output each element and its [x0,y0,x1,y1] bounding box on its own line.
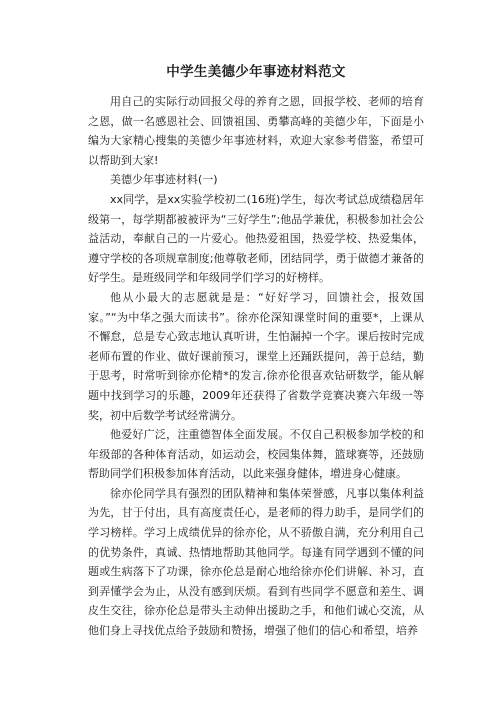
paragraph-intro: 用自己的实际行动回报父母的养育之恩，回报学校、老师的培育之恩，做一名感恩社会、回馈祖国、勇攀高峰的美德少年，下面是小编为大家精心搜集的美德少年事迹材料，欢迎大家参考借鉴，希望可以帮助到大家! [88,95,424,167]
paragraph-hobbies: 他爱好广泛，注重德智体全面发展。不仅自己积极参加学校的和年级部的各种体育活动，如运动会，校园集体舞，篮球赛等，还鼓励帮助同学们积极参加体育活动，以此来强身健体，增进身心健康。 [88,428,424,481]
paragraph-student-intro: xx同学，是xx实验学校初二(16班)学生，每次考试总成绩稳居年级第一，每学期都被被评为“三好学生”;他品学兼优，积极参加社会公益活动，奉献自己的一片爱心。他热爱祖国，热爱学校、热爱集体，遵守学校的各项规章制度;他尊敬老师，团结同学，勇于做德才兼备的好学生。是班级同学和年级同学们学习的好榜样。 [88,192,424,285]
paragraph-aspiration: 他从小最大的志愿就是是：“好好学习，回馈社会，报效国家。”“为中华之强大而读书”。徐亦伦深知课堂时间的重要*，上课从不懈怠，总是专心致志地认真听讲，生怕漏掉一个字。课后按时完成老师布置的作业、做好课前预习，课堂上还踊跃提问，善于总结，勤于思考，时常听到徐亦伦精*的发言,徐亦伦很喜欢钻研数学，能从解题中找到学习的乐趣，2009年还获得了省数学竞赛决赛六年级一等奖，初中后数学考试经常满分。 [88,290,424,422]
section-heading: 美德少年事迹材料(一) [110,173,218,187]
paragraph-team-spirit: 徐亦伦同学具有强烈的团队精神和集体荣誉感，凡事以集体利益为先，甘于付出，具有高度责任心，是老师的得力助手，是同学们的学习榜样。学习上成绩优异的徐亦伦，从不骄傲自满，充分利用自己的优势条件，真诚、热情地帮助其他同学。每逢有同学遇到不懂的问题或生病落下了功课，徐亦伦总是耐心地给徐亦伦们讲解、补习，直到弄懂学会为止，从没有感到厌烦。看到有些同学不愿意和差生、调皮生交往，徐亦伦总是带头主动伸出援助之手，和他们诚心交流，从他们身上寻找优点给予鼓励和赞扬，增强了他们的信心和希望，培养 [88,486,424,638]
document-title: 中学生美德少年事迹材料范文 [166,64,346,80]
